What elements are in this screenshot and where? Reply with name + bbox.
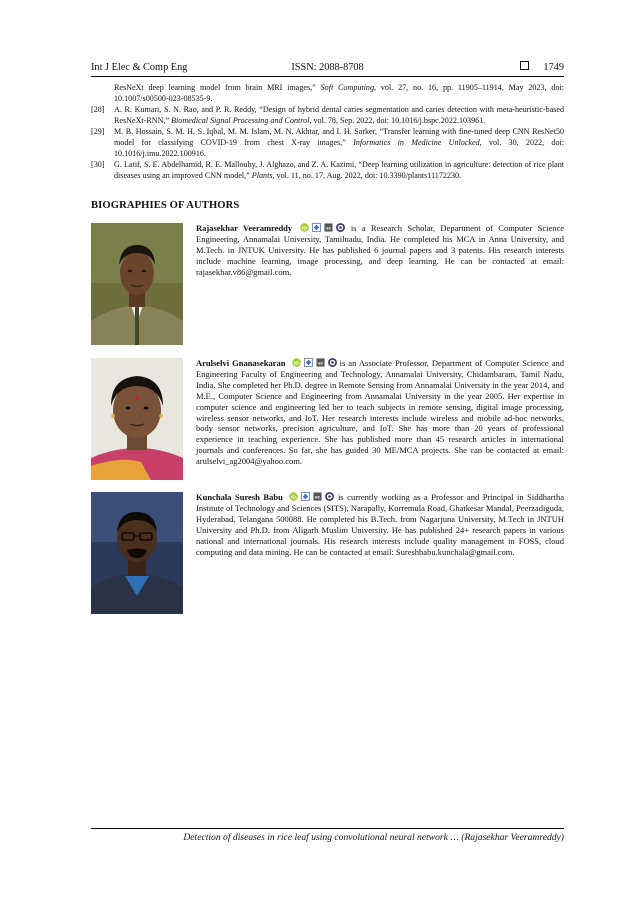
footer-rule bbox=[91, 828, 564, 829]
orcid-icon[interactable] bbox=[289, 492, 298, 501]
reference-number: [30] bbox=[91, 160, 105, 170]
reference-venue: Plants bbox=[251, 170, 273, 180]
reference-number: [29] bbox=[91, 127, 105, 137]
reference-text: , vol. 78, Sep. 2022, doi: 10.1016/j.bspc.2022.103961. bbox=[309, 115, 486, 125]
reference-venue: Biomedical Signal Processing and Control bbox=[171, 115, 310, 125]
google-scholar-icon[interactable] bbox=[312, 223, 321, 232]
biography-2 bbox=[91, 358, 564, 480]
author-bio-1: is a Research Scholar, Department of Computer Science Engineering, Annamalai University, Tamilnadu, India. He completed his MCA in Anna University, and M.Tech. in JNTUK University. He has published 6 journal papers and 3 patents. His research interests include machine learning, image processing, and deep learning. He can be contacted at email: rajasekhar.v86@gmail.com. bbox=[196, 223, 565, 277]
author-icons-2 bbox=[285, 358, 339, 368]
reference-number: [28] bbox=[91, 105, 105, 115]
biography-1 bbox=[91, 223, 564, 345]
svg-text:sc: sc bbox=[326, 225, 332, 231]
svg-text:iD: iD bbox=[291, 495, 297, 501]
biography-text-2 bbox=[196, 358, 564, 467]
author-photo-3 bbox=[91, 492, 183, 614]
section-heading: BIOGRAPHIES OF AUTHORS bbox=[91, 200, 240, 211]
svg-text:sc: sc bbox=[315, 494, 321, 500]
reference-text: A. R. Kumari, S. N. Rao, and P. R. Reddy, “Design of hybrid dental caries segmentation and caries detection with meta-heuristic-based ResNeXt-RNN,” bbox=[114, 105, 564, 125]
google-scholar-icon[interactable] bbox=[304, 358, 313, 367]
page-number-block bbox=[520, 60, 564, 76]
scopus-icon[interactable] bbox=[313, 492, 322, 501]
svg-text:iD: iD bbox=[302, 226, 308, 232]
header-rule bbox=[91, 76, 564, 77]
author-photo-2 bbox=[91, 358, 183, 480]
reference-text: , vol. 27, no. 16, pp. 11905–11914, May 2023, doi: 10.1007/s00500-023-08535-9. bbox=[114, 83, 564, 103]
reference-text: M. B. Hossain, S. M. H. S. Iqbal, M. M. Islam, M. N. Akhtar, and I. H. Sarker, “Transfer learning with fine-tuned deep CNN ResNet50 model for classifying COVID-19 from chest X-ray images,” bbox=[114, 127, 564, 147]
svg-text:iD: iD bbox=[293, 361, 299, 367]
author-photo-1 bbox=[91, 223, 183, 345]
publons-icon[interactable] bbox=[325, 492, 334, 501]
orcid-icon[interactable] bbox=[300, 223, 309, 232]
author-name-3: Kunchala Suresh Babu bbox=[196, 492, 283, 502]
journal-name: Int J Elec & Comp Eng bbox=[91, 62, 188, 73]
reference-venue: Informatics in Medicine Unlocked bbox=[353, 137, 480, 147]
author-name-2: Arulselvi Gnanasekaran bbox=[196, 358, 286, 368]
svg-text:sc: sc bbox=[317, 360, 323, 366]
page-number: 1749 bbox=[543, 62, 564, 73]
square-icon bbox=[520, 61, 529, 70]
author-icons-3 bbox=[283, 492, 338, 502]
scopus-icon[interactable] bbox=[324, 223, 333, 232]
reference-item bbox=[91, 83, 564, 104]
author-icons-1 bbox=[292, 223, 351, 233]
author-bio-3: is currently working as a Professor and Principal in Siddhartha Institute of Technology and Sciences (SITS), Narapally, Korremula Road, Ghatkesar Mandal, Peerzadiguda, Hyderabad, Telangana 500088. He completed his B.Tech. from Nagarjuna University, M.Tech in JNTUH University and Ph.D. from Aligarh Muslim University. He has published 24+ research papers in various national and international journals. His research interests include quality management in FOSS, cloud computing and data mining. He can be contacted at email: Sureshbabu.kunchala@gmail.com. bbox=[196, 492, 565, 557]
reference-text: , vol. 11, no. 17, Aug. 2022, doi: 10.3390/plants11172230. bbox=[272, 170, 462, 180]
biography-text-3 bbox=[196, 492, 564, 557]
issn: ISSN: 2088-8708 bbox=[291, 62, 364, 73]
reference-list bbox=[91, 83, 564, 181]
biography-3 bbox=[91, 492, 564, 614]
reference-text: , vol. 30, 2022, doi: 10.1016/j.imu.2022.100916. bbox=[114, 137, 565, 158]
reference-item bbox=[91, 160, 564, 181]
biography-text-1 bbox=[196, 223, 564, 278]
reference-text: G. Latif, S. E. Abdelhamid, R. E. Mallouhy, J. Alghazo, and Z. A. Kazimi, “Deep learning utilization in agriculture: detection of rice plant diseases using an improved CNN model,” bbox=[114, 160, 564, 180]
scopus-icon[interactable] bbox=[316, 358, 325, 367]
publons-icon[interactable] bbox=[336, 223, 345, 232]
reference-venue: Soft Computing bbox=[320, 83, 375, 92]
author-name-1: Rajasekhar Veeramreddy bbox=[196, 223, 293, 233]
running-header bbox=[91, 60, 564, 76]
google-scholar-icon[interactable] bbox=[301, 492, 310, 501]
author-bio-2: is an Associate Professor, Department of Computer Science and Engineering Faculty of Engineering and Technology, Annamalai University, Chidambaram, Tamil Nadu, India. She completed her Ph.D. degree in Remote Sensing from Annamalai University in the year 2014, and M.E., Computer Science and Engineering from Annamalai University in the year 2005. Her expertise in computer science and engineering led her to teach subjects in remote sensing, digital image processing, wireless sensor networks, and IoT. Her research interests include wireless and mobile ad-hoc networks, body sensor networks, precision agriculture, and IoT. She has more than 20 years of professional experience in teaching experience. She has published more than 45 research articles in international journals and conferences. So far, she has guided 30 ME/MCA projects. She can be contacted at email: arulselvi_ag2004@yahoo.com. bbox=[196, 358, 565, 467]
publons-icon[interactable] bbox=[328, 358, 337, 367]
reference-item bbox=[91, 127, 564, 159]
orcid-icon[interactable] bbox=[292, 358, 301, 367]
running-footer: Detection of diseases in rice leaf using convolutional neural network … (Rajasekhar Veeramreddy) bbox=[183, 832, 564, 843]
reference-item bbox=[91, 105, 564, 126]
reference-text: ResNeXt deep learning model from brain MRI images,” bbox=[114, 83, 321, 92]
